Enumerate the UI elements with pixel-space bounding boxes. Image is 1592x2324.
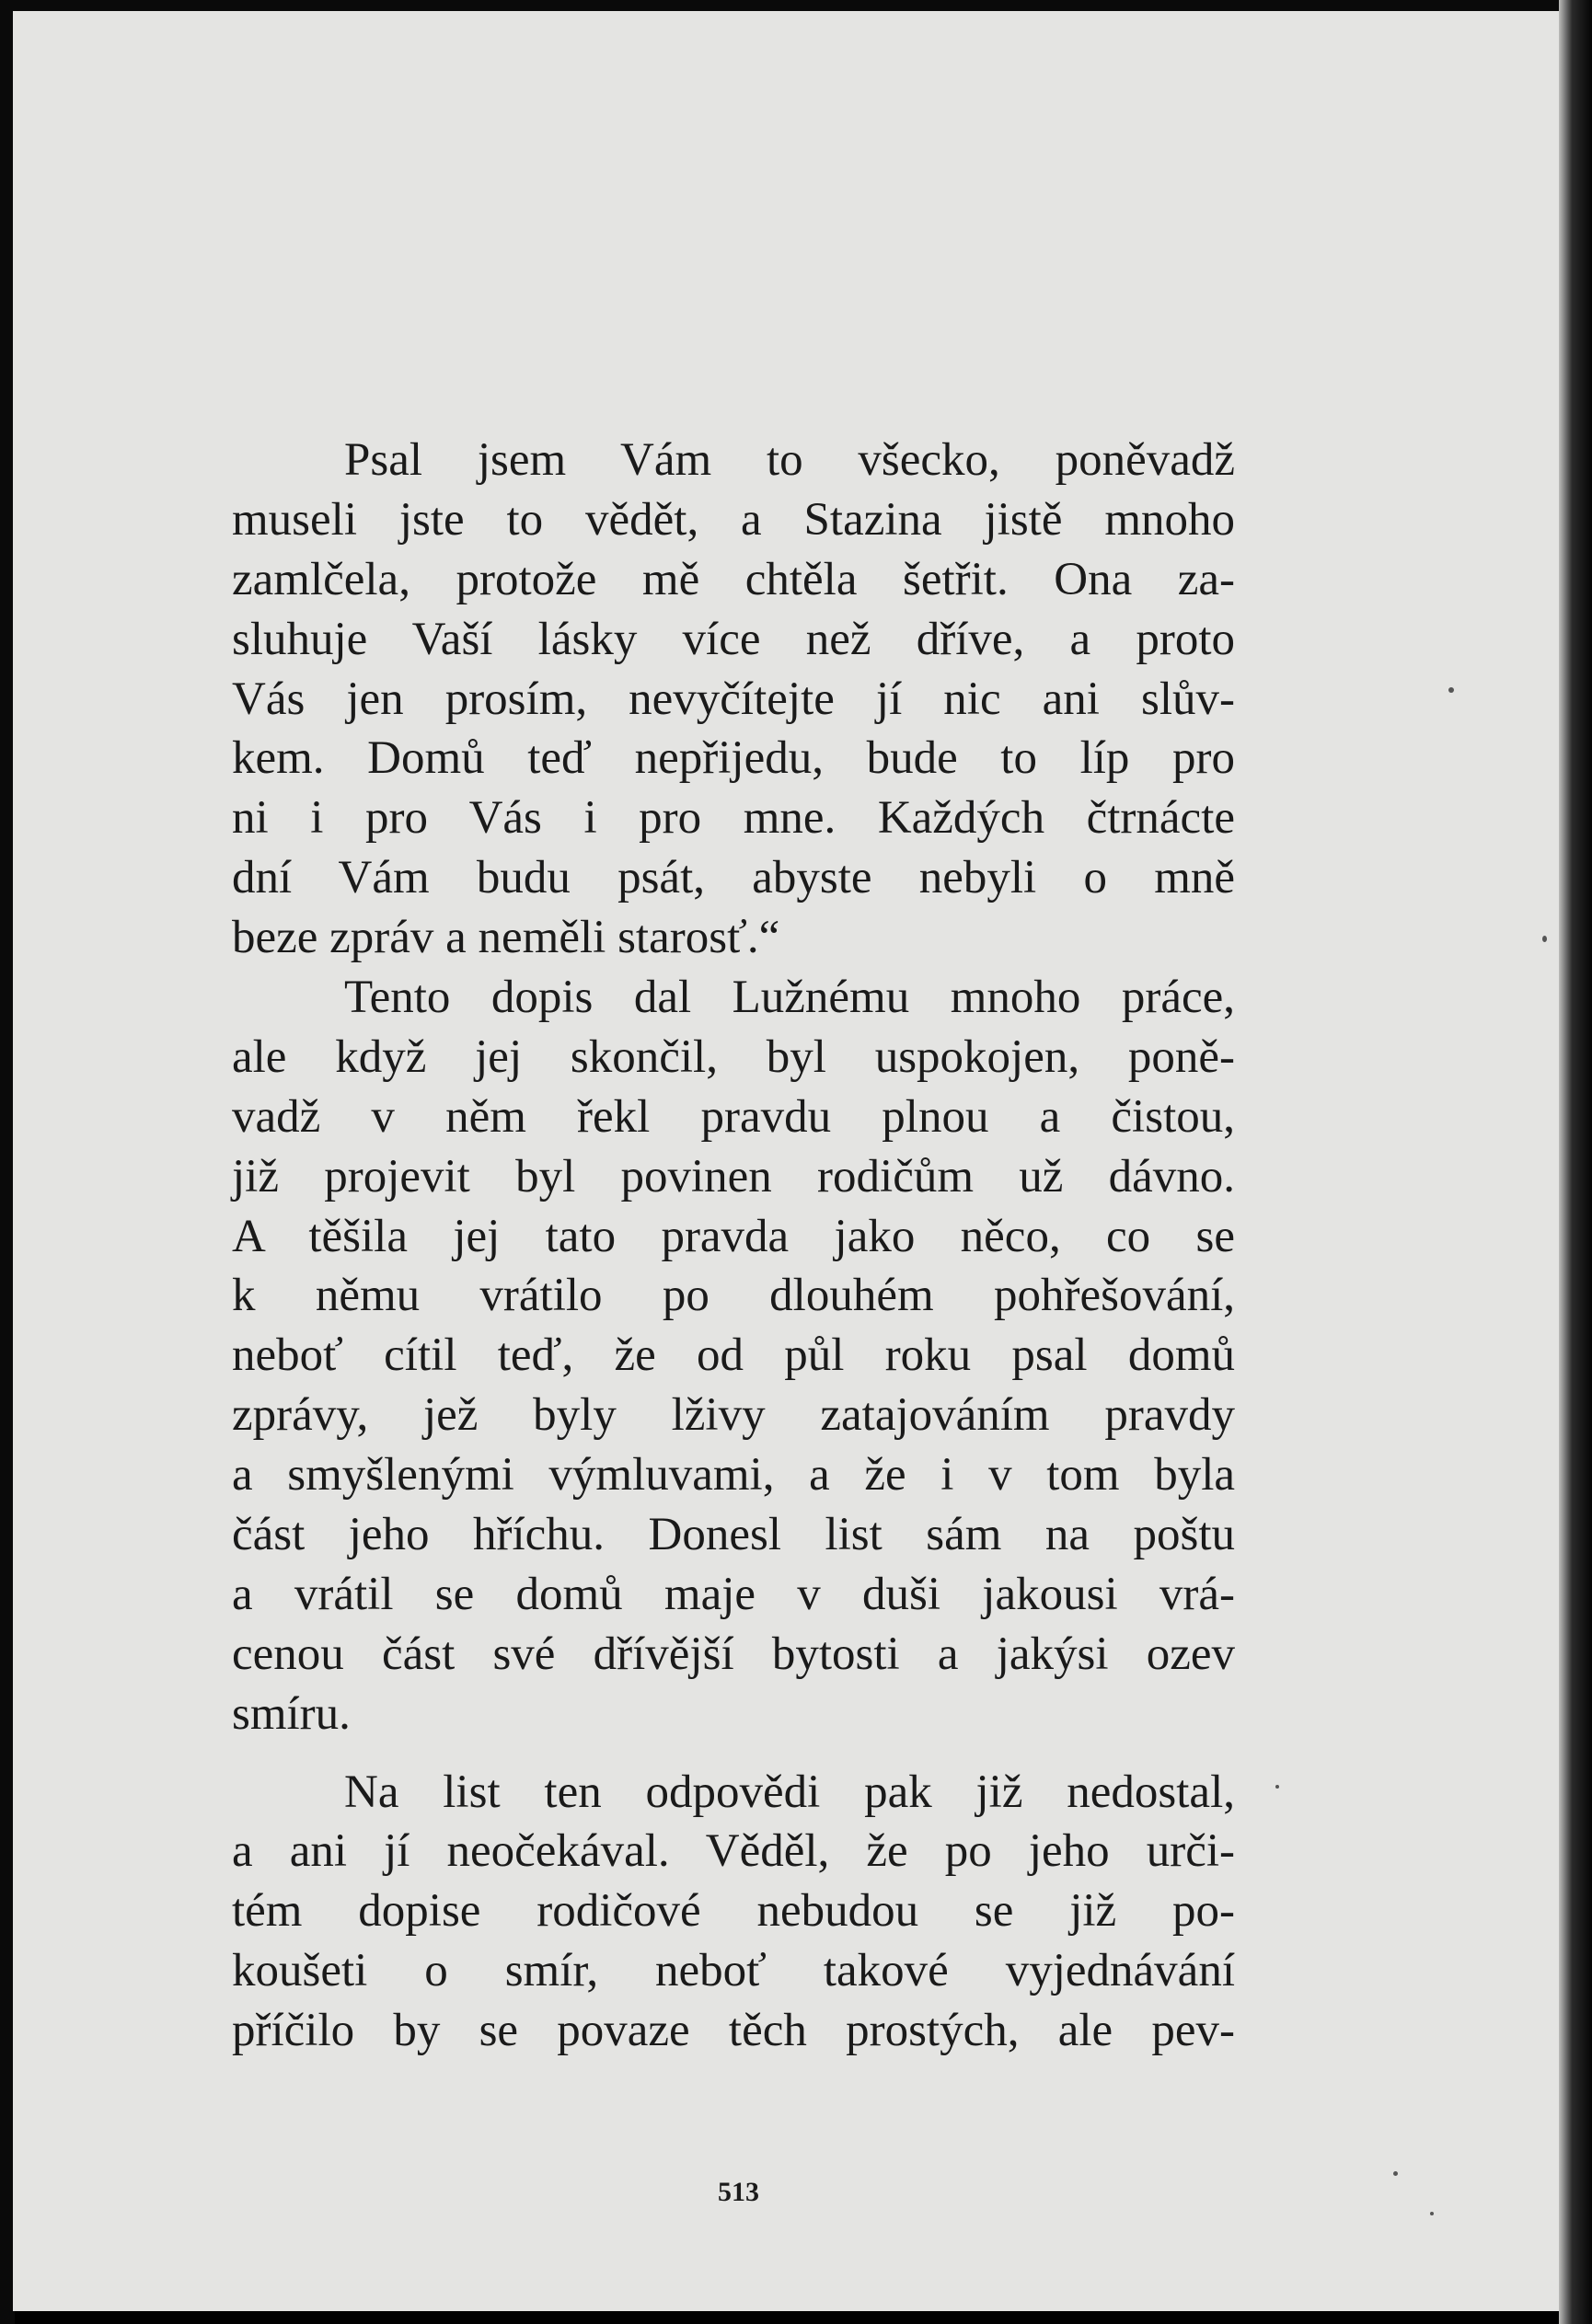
text-line: koušeti o smír, neboť takové vyjednávání: [232, 1945, 1235, 1997]
scan-border-right: [1559, 0, 1592, 2324]
text-line: dní Vám budu psát, abyste nebyli o mně: [232, 852, 1235, 904]
text-line: cenou část své dřívější bytosti a jakýsi ozev: [232, 1628, 1235, 1680]
text-line: A těšila jej tato pravda jako něco, co se: [232, 1210, 1235, 1262]
dust-speck: [1448, 687, 1454, 693]
body-text: [232, 431, 1235, 2061]
text-line: a vrátil se domů maje v duši jakousi vrá-: [232, 1568, 1235, 1620]
text-line: již projevit byl povinen rodičům už dávno.: [232, 1150, 1235, 1202]
text-line: ni i pro Vás i pro mne. Každých čtrnácte: [232, 792, 1235, 845]
text-line: část jeho hříchu. Donesl list sám na poštu: [232, 1509, 1235, 1561]
text-line: smíru.: [232, 1687, 351, 1740]
text-line: zamlčela, protože mě chtěla šetřit. Ona za-: [232, 553, 1235, 605]
dust-speck: [1275, 1785, 1279, 1789]
dust-speck: [1430, 2212, 1434, 2215]
text-line: Psal jsem Vám to všecko, poněvadž: [344, 434, 1235, 486]
text-line: a ani jí neočekával. Věděl, že po jeho urči-: [232, 1825, 1235, 1878]
text-line: Tento dopis dal Lužnému mnoho práce,: [344, 972, 1235, 1024]
text-line: tém dopise rodičové nebudou se již po-: [232, 1885, 1235, 1938]
text-line: příčilo by se povaze těch prostých, ale pev-: [232, 2005, 1235, 2057]
dust-speck: [1542, 936, 1547, 942]
text-line: neboť cítil teď, že od půl roku psal domů: [232, 1329, 1235, 1382]
text-line: kem. Domů teď nepřijedu, bude to líp pro: [232, 732, 1235, 785]
text-line: k němu vrátilo po dlouhém pohřešování,: [232, 1270, 1235, 1322]
text-line: sluhuje Vaší lásky více než dříve, a proto: [232, 613, 1235, 665]
text-line: zprávy, jež byly lživy zatajováním pravdy: [232, 1389, 1235, 1442]
text-line: museli jste to vědět, a Stazina jistě mnoho: [232, 493, 1235, 546]
dust-speck: [1393, 2171, 1398, 2176]
text-line: Na list ten odpovědi pak již nedostal,: [344, 1766, 1235, 1818]
text-line: a smyšlenými výmluvami, a že i v tom byla: [232, 1449, 1235, 1501]
page-number: 513: [718, 2177, 759, 2207]
text-line: beze zpráv a neměli starosť.“: [232, 912, 780, 964]
text-line: ale když jej skončil, byl uspokojen, poně-: [232, 1030, 1235, 1083]
text-line: vadž v něm řekl pravdu plnou a čistou,: [232, 1090, 1235, 1143]
text-line: Vás jen prosím, nevyčítejte jí nic ani slův-: [232, 673, 1235, 725]
